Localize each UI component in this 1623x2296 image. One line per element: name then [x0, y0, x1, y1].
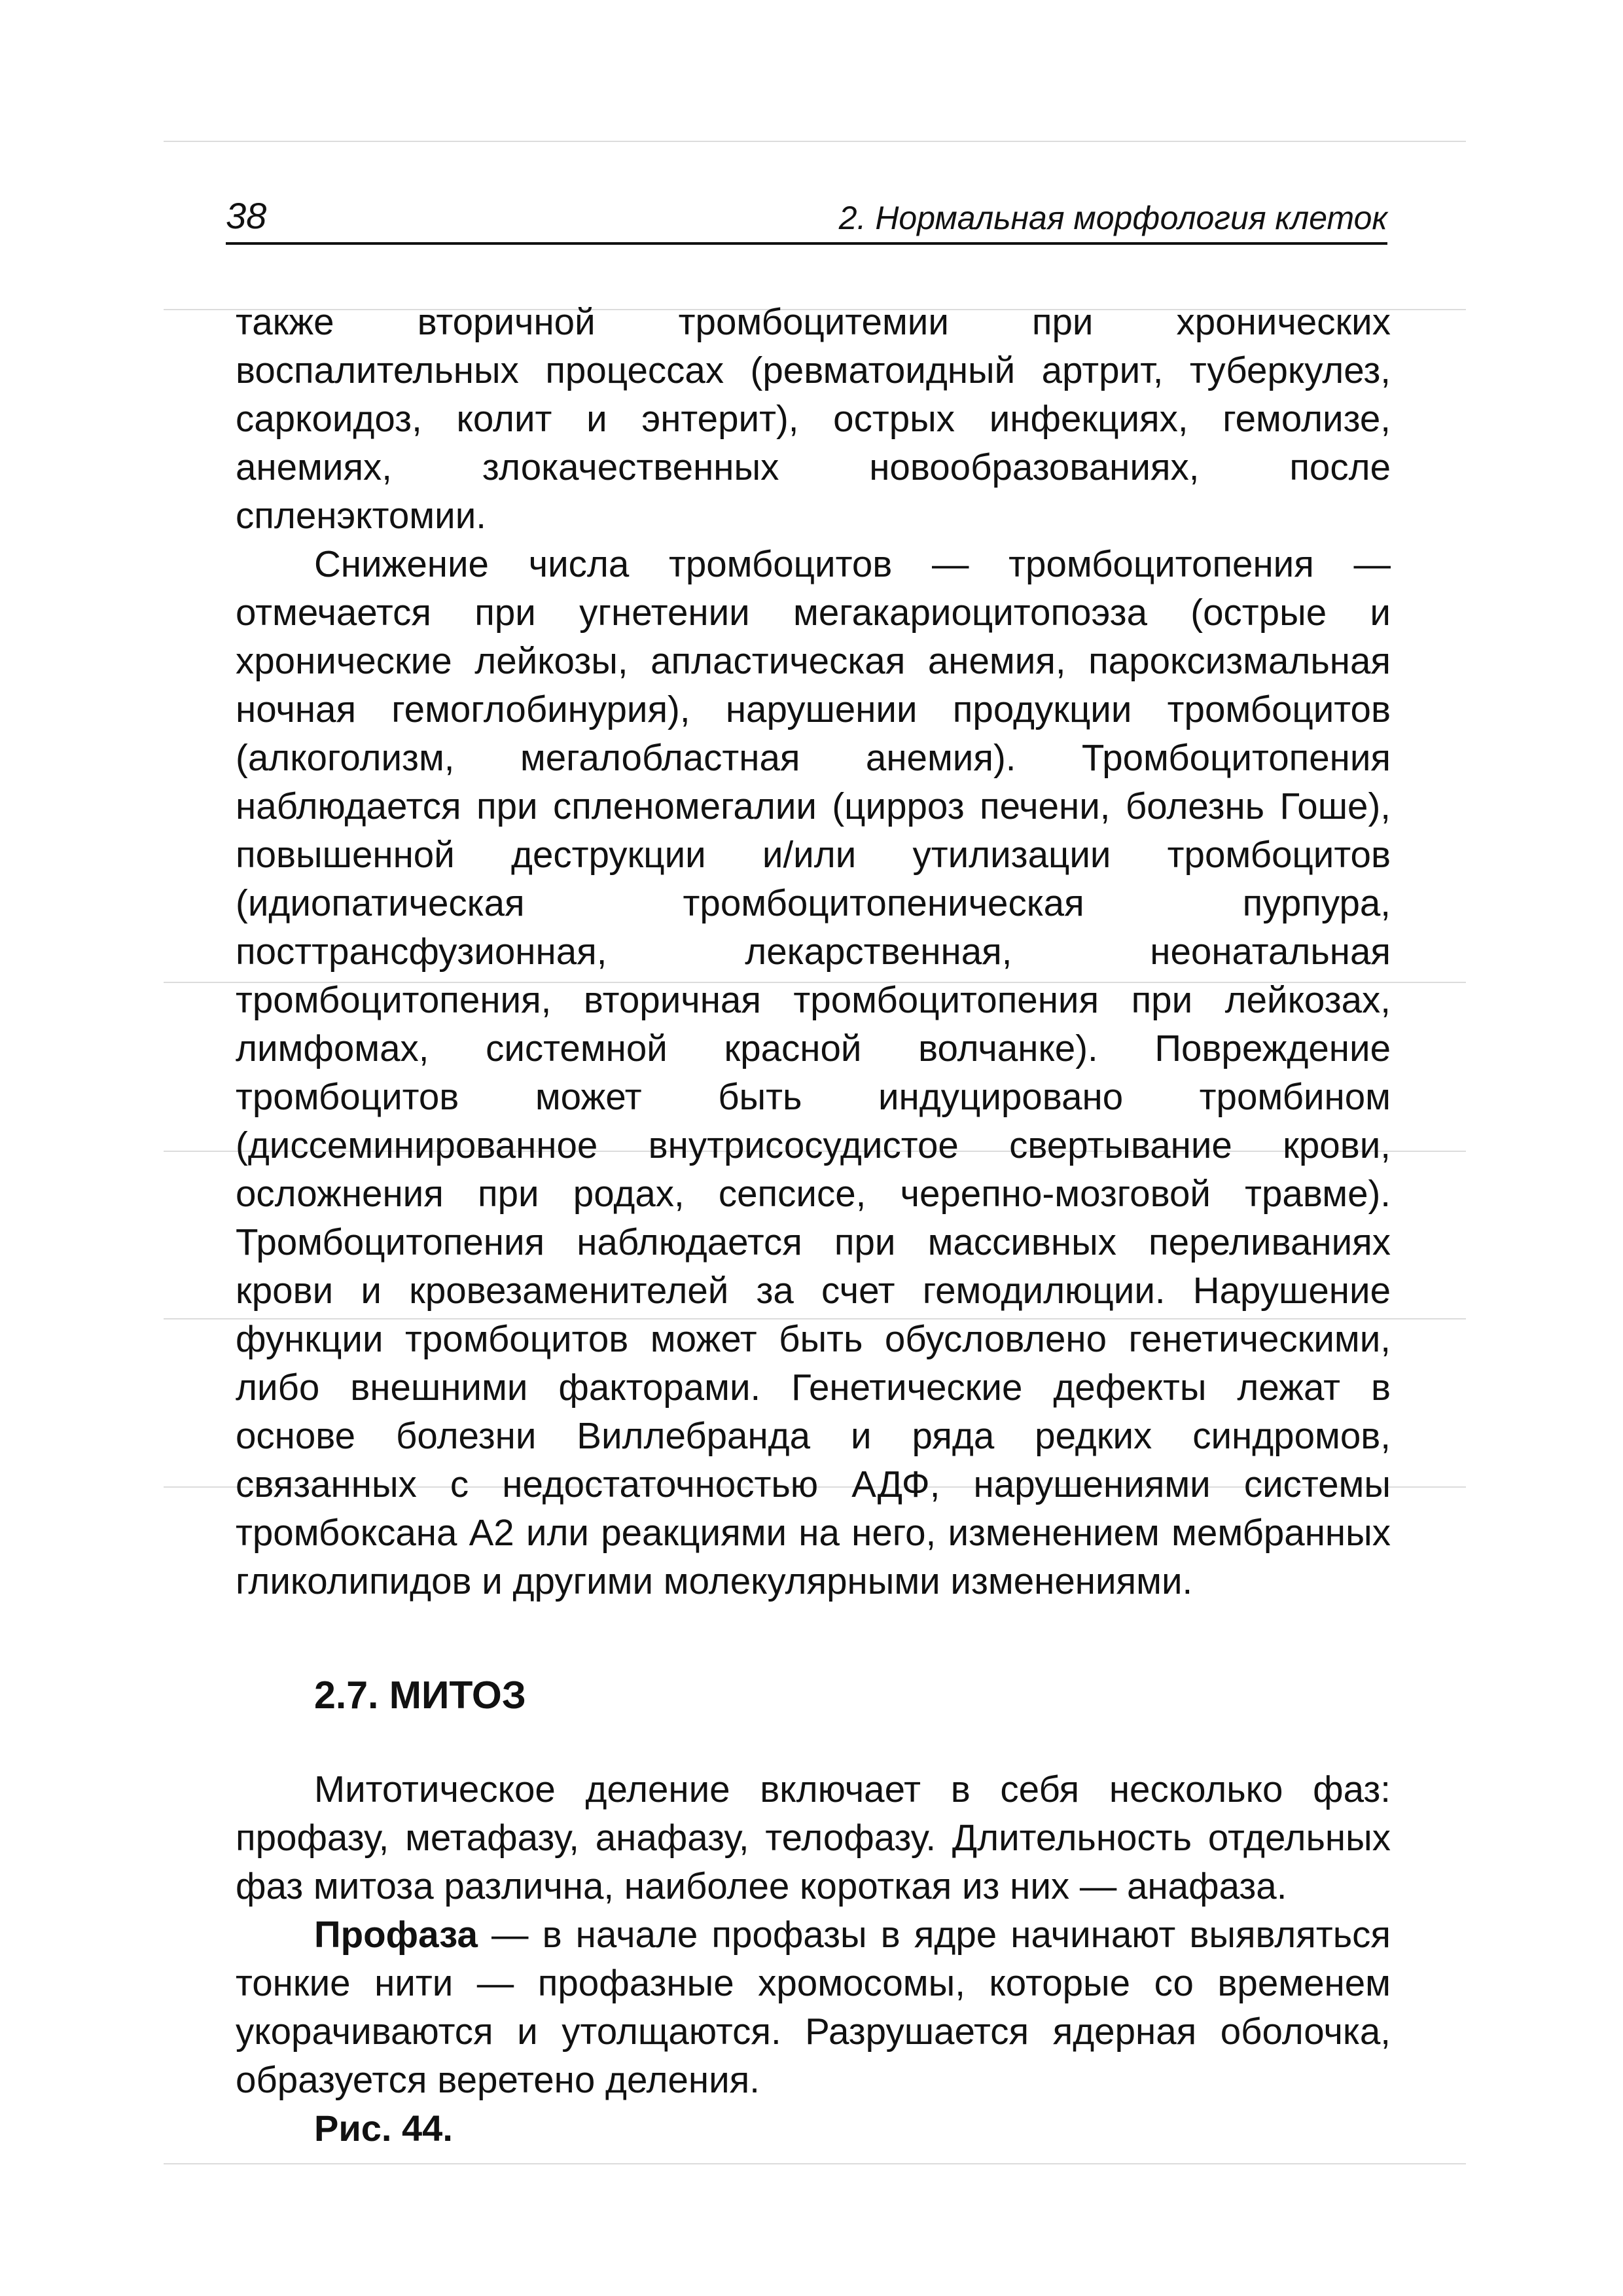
- paragraph-continuation: также вторичной тромбоцитемии при хронических воспалительных процессах (ревматоидный артрит, туберкулез, саркоидоз, колит и энтерит), острых инфекциях, гемолизе, анемиях, злокачественных новообразованиях, после спленэктомии.: [236, 301, 1391, 536]
- body-text: [236, 298, 1391, 2153]
- prophase-term: Профаза: [314, 1914, 478, 1955]
- paragraph-mitosis-intro: Митотическое деление включает в себя несколько фаз: профазу, метафазу, анафазу, телофазу. Длительность отдельных фаз митоза различна, наиболее короткая из них — анафаза.: [236, 1768, 1391, 1907]
- page-header: [226, 190, 1387, 245]
- section-title: 2.7. МИТОЗ: [314, 1674, 526, 1717]
- paragraph-thrombocytopenia: Снижение числа тромбоцитов — тромбоцитопения — отмечается при угнетении мегакариоцитопоэза (острые и хронические лейкозы, апластическая анемия, пароксизмальная ночная гемоглобинурия), нарушении продукции тромбоцитов (алкоголизм, мегалобластная анемия). Тромбоцитопения наблюдается при спленомегалии (цирроз печени, болезнь Гоше), повышенной деструкции и/или утилизации тромбоцитов (идиопатическая тромбоцитопеническая пурпура, посттрансфузионная, лекарственная, неонатальная тромбоцитопения, вторичная тромбоцитопения при лейкозах, лимфомах, системной красной волчанке). Повреждение тромбоцитов может быть индуцировано тромбином (диссеминированное внутрисосудистое свертывание крови, осложнения при родах, сепсисе, черепно-мозговой травме). Тромбоцитопения наблюдается при массивных переливаниях крови и кровезаменителей за счет гемодилюции. Нарушение функции тромбоцитов может быть обусловлено генетическими, либо внешними факторами. Генетические дефекты лежат в основе болезни Виллебранда и ряда редких синдромов, связанных с недостаточностью АДФ, нарушениями системы тромбоксана А2 или реакциями на него, изменением мембранных гликолипидов и другими молекулярными изменениями.: [236, 543, 1391, 1602]
- scan-line: [164, 141, 1466, 142]
- prophase-text: — в начале профазы в ядре начинают выявляться тонкие нити — профазные хромосомы, которые со временем укорачиваются и утолщаются. Разрушается ядерная оболочка, образуется веретено деления.: [236, 1914, 1391, 2100]
- paragraph-prophase: [236, 1910, 1391, 2104]
- page-number: 38: [226, 195, 267, 236]
- running-title: 2. Нормальная морфология клеток: [838, 200, 1387, 236]
- figure-reference: Рис. 44.: [314, 2108, 453, 2149]
- scan-line: [164, 2163, 1466, 2164]
